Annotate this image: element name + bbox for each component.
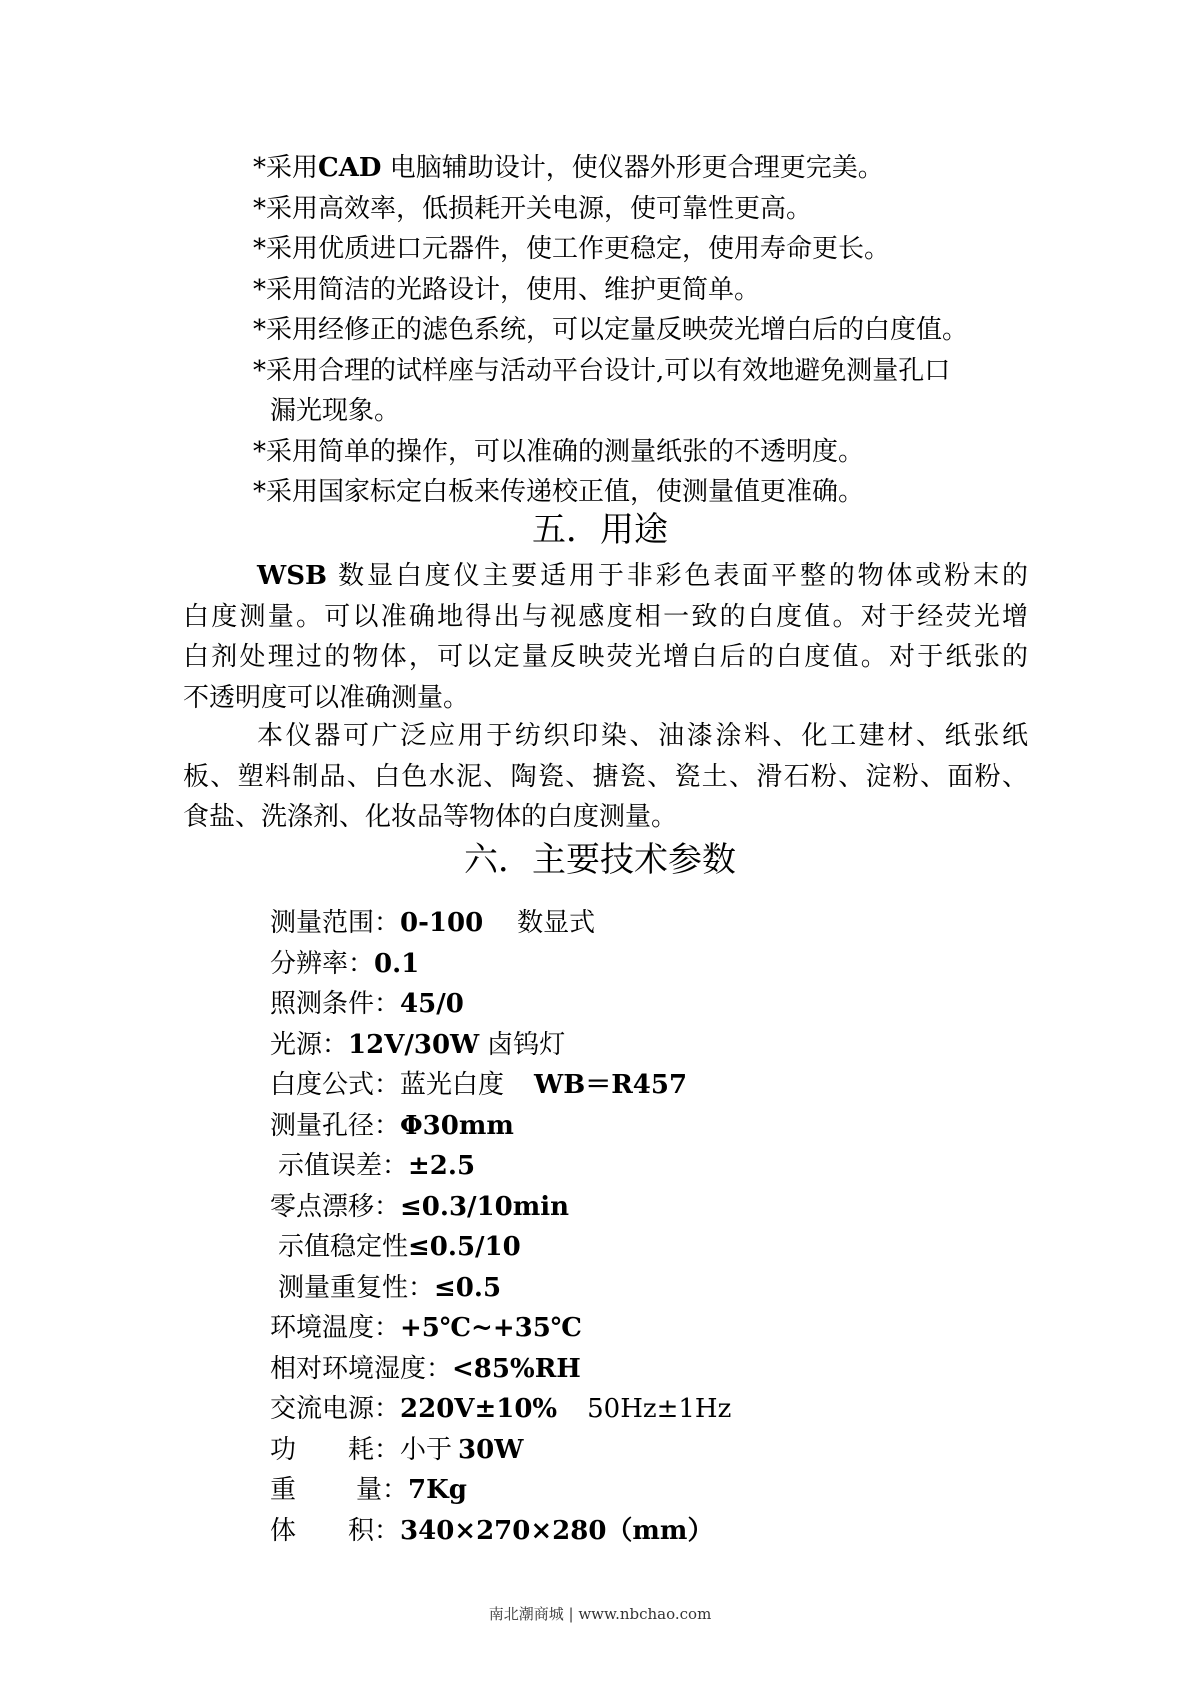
feature-list [253, 148, 1043, 513]
spec-row [270, 903, 970, 944]
spec-row [270, 984, 970, 1025]
paragraph-line: 白度测量。可以准确地得出与视感度相一致的白度值。对于经荧光增 [183, 601, 1028, 632]
spec-row [270, 1187, 970, 1228]
footer-url[interactable]: www.nbchao.com [578, 1605, 712, 1623]
section-title-params: 六．主要技术参数 [464, 840, 736, 880]
spec-row [270, 1146, 970, 1187]
spec-label: 分辨率： [270, 948, 375, 979]
spec-value: 7Kg [408, 1475, 467, 1505]
spec-value: WB＝R457 [534, 1070, 688, 1100]
page-footer [0, 1604, 1200, 1624]
feature-item: *采用简洁的光路设计，使用、维护更简单。 [253, 274, 761, 305]
feature-item: *采用合理的试样座与活动平台设计,可以有效地避免测量孔口 [253, 355, 951, 386]
paragraph-line: 食盐、洗涤剂、化妆品等物体的白度测量。 [183, 802, 678, 832]
spec-label-2: 积： [348, 1515, 401, 1546]
spec-label: 零点漂移： [270, 1191, 401, 1222]
section-title-usage: 五．用途 [532, 510, 668, 550]
spec-label: 测量孔径： [270, 1110, 401, 1141]
spec-label: 示值误差： [278, 1151, 409, 1181]
spec-row [270, 1389, 970, 1430]
paragraph-line: 本仪器可广泛应用于纺织印染、油漆涂料、化工建材、纸张纸 [257, 721, 1028, 751]
usage-paragraph-1 [183, 556, 1028, 718]
spec-label: 测量范围： [270, 908, 401, 938]
spec-row [270, 1065, 970, 1106]
spec-row [270, 1430, 970, 1471]
feature-item: *采用经修正的滤色系统，可以定量反映荧光增白后的白度值。 [253, 315, 969, 345]
spec-value: <85%RH [452, 1353, 581, 1384]
feature-item: *采用简单的操作，可以准确的测量纸张的不透明度。 [253, 436, 865, 467]
spec-label: 功 [270, 1434, 297, 1465]
spec-label: 交流电源： [270, 1394, 401, 1424]
feature-item-continuation: 漏光现象。 [270, 396, 401, 426]
usage-paragraph-2 [183, 716, 1028, 838]
spec-value: 12V/30W [348, 1029, 480, 1060]
spec-value: 220V±10% [400, 1394, 558, 1424]
spec-label-2: 量： [356, 1475, 409, 1505]
spec-value: 0.1 [374, 948, 420, 979]
paragraph-line: 板、塑料制品、白色水泥、陶瓷、搪瓷、瓷土、滑石粉、淀粉、面粉、 [183, 761, 1028, 792]
spec-value-2: 30W [458, 1434, 524, 1465]
spec-list [270, 903, 970, 1551]
spec-value: Φ30mm [400, 1110, 514, 1141]
spec-label-2: 耗： [348, 1434, 401, 1465]
spec-label: 环境温度： [270, 1313, 401, 1343]
spec-label: 相对环境湿度： [270, 1353, 453, 1384]
footer-separator: | [568, 1605, 574, 1623]
spec-row [270, 1227, 970, 1268]
spec-row [270, 1511, 970, 1552]
spec-label: 白度公式：蓝光白度 [270, 1070, 505, 1100]
spec-row [270, 1106, 970, 1147]
spec-value: +5℃~+35℃ [400, 1313, 582, 1343]
spec-label: 示值稳定性 [278, 1232, 409, 1262]
spec-label: 测量重复性： [278, 1272, 435, 1303]
feature-item: *采用CAD 电脑辅助设计，使仪器外形更合理更完美。 [253, 153, 884, 183]
spec-row [270, 1268, 970, 1309]
spec-value: ±2.5 [408, 1151, 476, 1181]
spec-extra: 卤钨灯 [487, 1029, 566, 1060]
feature-item: *采用国家标定白板来传递校正值，使测量值更准确。 [253, 477, 865, 507]
spec-row [270, 944, 970, 985]
spec-value-2: （mm） [606, 1515, 714, 1546]
spec-row [270, 1470, 970, 1511]
spec-value: ≤0.5 [434, 1272, 502, 1303]
feature-item: *采用优质进口元器件，使工作更稳定，使用寿命更长。 [253, 234, 891, 264]
spec-label: 照测条件： [270, 989, 401, 1019]
spec-row [270, 1025, 970, 1066]
paragraph-line: WSB 数显白度仪主要适用于非彩色表面平整的物体或粉末的 [257, 561, 1028, 591]
spec-label: 重 [270, 1475, 297, 1505]
paragraph-line: 不透明度可以准确测量。 [183, 682, 470, 713]
spec-extra: 50Hz±1Hz [587, 1394, 732, 1424]
spec-value: 45/0 [400, 989, 464, 1019]
spec-value: ≤0.3/10min [400, 1191, 570, 1222]
spec-extra: 数显式 [517, 908, 596, 938]
feature-item: *采用高效率，低损耗开关电源，使可靠性更高。 [253, 193, 813, 224]
spec-value: 340×270×280 [400, 1515, 607, 1546]
paragraph-line: 白剂处理过的物体，可以定量反映荧光增白后的白度值。对于纸张的 [183, 642, 1028, 672]
spec-value: 小于 [400, 1434, 453, 1465]
spec-row [270, 1308, 970, 1349]
spec-label: 体 [270, 1515, 297, 1546]
spec-value: ≤0.5/10 [408, 1232, 521, 1262]
footer-site-name: 南北潮商城 [488, 1605, 564, 1623]
spec-row [270, 1349, 970, 1390]
spec-label: 光源： [270, 1029, 349, 1060]
spec-value: 0-100 [400, 908, 484, 938]
